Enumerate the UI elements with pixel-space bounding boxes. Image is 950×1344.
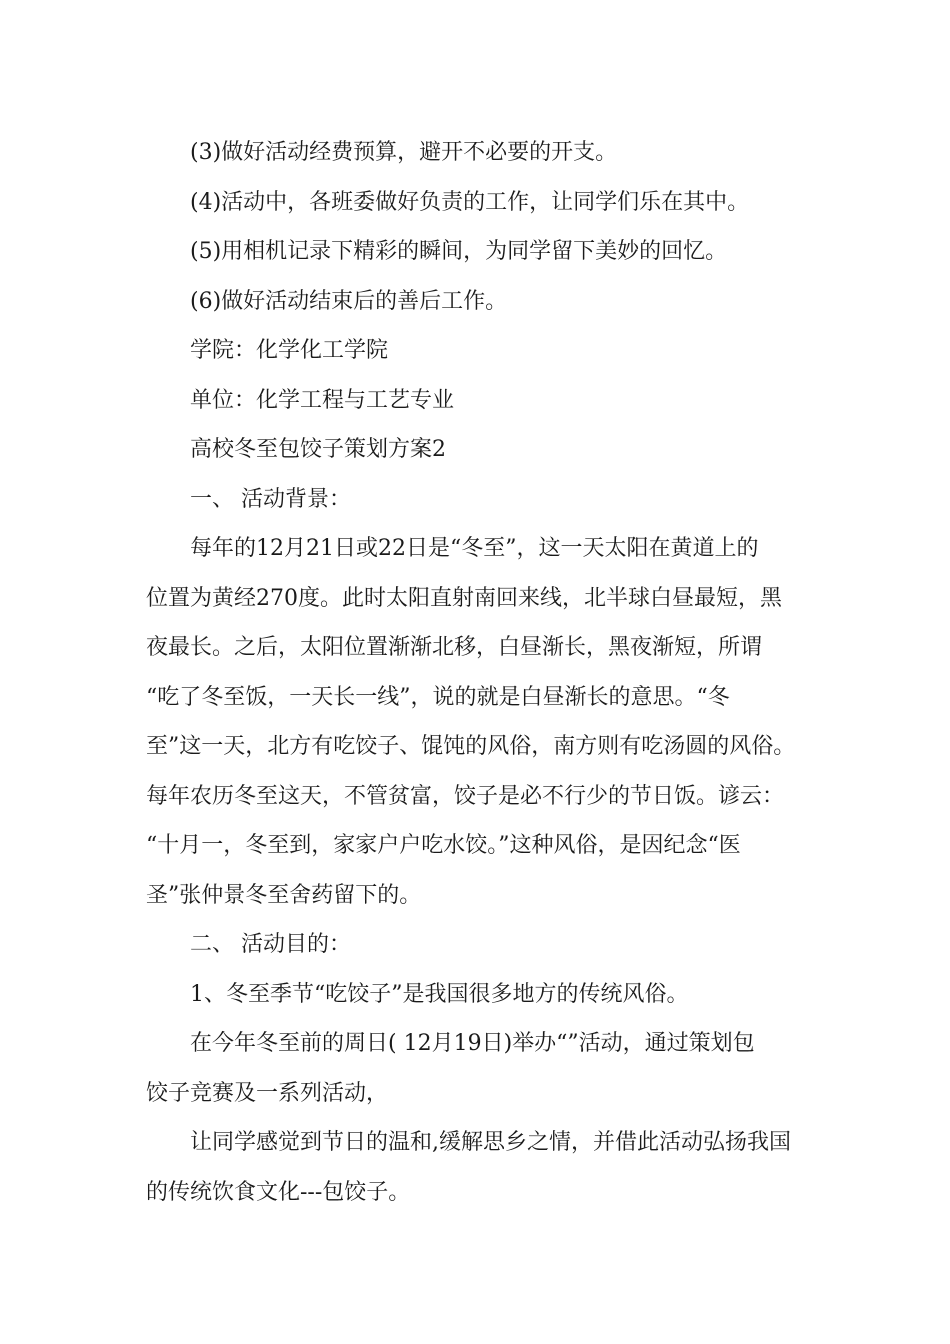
text-line: 1、冬至季节“吃饺子”是我国很多地方的传统风俗。: [190, 981, 689, 1007]
text-line: “吃了冬至饭，一天长一线”，说的就是白昼渐长的意思。“冬: [146, 684, 730, 710]
text-line: (4)活动中，各班委做好负责的工作，让同学们乐在其中。: [190, 189, 750, 215]
text-line: 每年农历冬至这天，不管贫富，饺子是必不行少的节日饭。谚云：: [146, 783, 785, 809]
text-line: 圣”张仲景冬至舍药留下的。: [146, 882, 422, 908]
text-line: (3)做好活动经费预算，避开不必要的开支。: [190, 140, 618, 165]
text-line: 位置为黄经270度。此时太阳直射南回来线，北半球白昼最短，黑: [146, 585, 782, 611]
text-line: 夜最长。之后，太阳位置渐渐北移，白昼渐长，黑夜渐短，所谓: [146, 635, 763, 660]
document-body: [146, 128, 806, 1217]
text-line: 二、 活动目的：: [190, 932, 351, 957]
text-line: 单位：化学工程与工艺专业: [190, 387, 455, 413]
text-line: 每年的12月21日或22日是“冬至”，这一天太阳在黄道上的: [190, 536, 759, 561]
text-line: 高校冬至包饺子策划方案2: [190, 437, 446, 462]
text-line: (5)用相机记录下精彩的瞬间，为同学留下美妙的回忆。: [190, 239, 728, 264]
text-line: 至”这一天，北方有吃饺子、馄饨的风俗，南方则有吃汤圆的风俗。: [146, 734, 796, 759]
text-line: 学院：化学化工学院: [190, 338, 389, 363]
text-line: 让同学感觉到节日的温和,缓解思乡之情，并借此活动弘扬我国: [190, 1130, 791, 1155]
text-line: 饺子竞赛及一系列活动，: [146, 1080, 389, 1106]
text-line: 一、 活动背景：: [190, 486, 351, 512]
text-line: “十月一，冬至到，家家户户吃水饺。”这种风俗，是因纪念“医: [146, 833, 741, 858]
text-line: 的传统饮食文化---包饺子。: [146, 1179, 411, 1205]
text-line: 在今年冬至前的周日( 12月19日)举办“”活动，通过策划包: [190, 1031, 755, 1056]
text-line: (6)做好活动结束后的善后工作。: [190, 288, 508, 314]
